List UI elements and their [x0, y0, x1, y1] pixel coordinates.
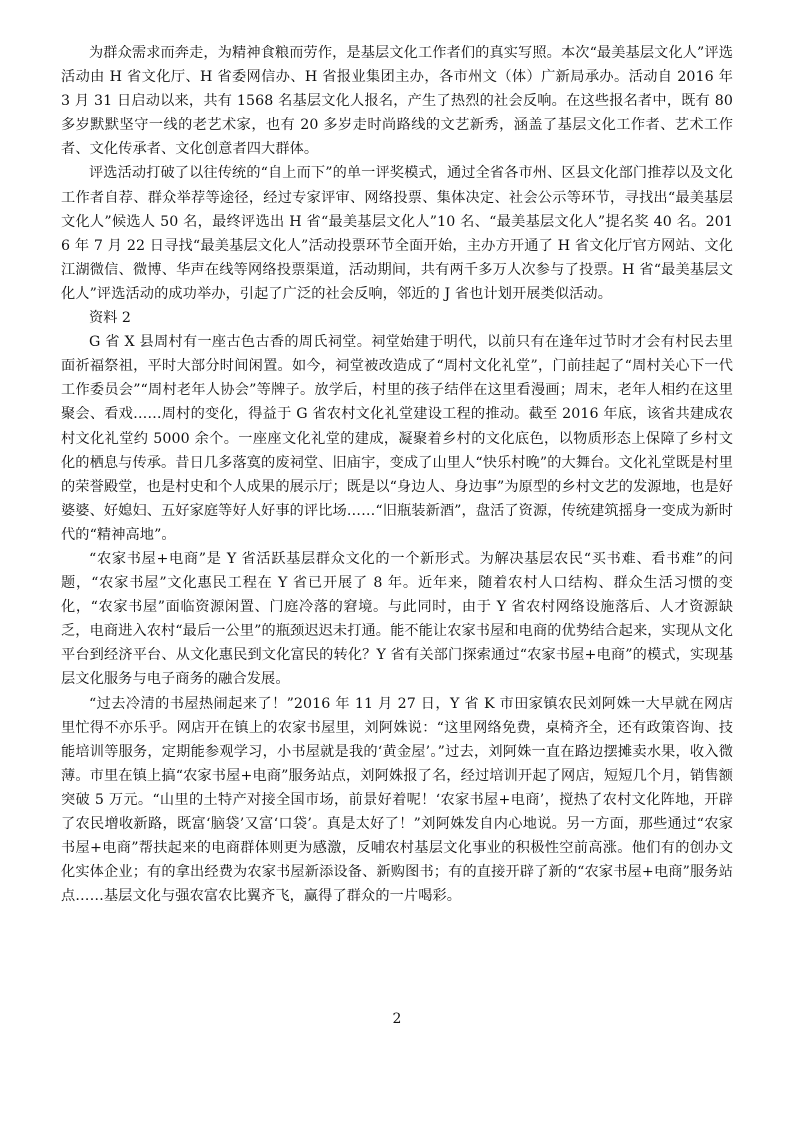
paragraph-5: “过去冷清的书屋热闹起来了！”2016 年 11 月 27 日，Y 省 K 市田家镇农民刘阿姝一大早就在网店里忙得不亦乐乎。网店开在镇上的农家书屋里，刘阿姝说：“这里网络免费，桌椅齐全，还有政策咨询、技能培训等服务，定期能参观学习，小书屋就是我的‘黄金屋’。”过去，刘阿姝一直在路边摆摊卖水果，收入微薄。市里在镇上搞“农家书屋+电商”服务站点，刘阿姝报了名，经过培训开起了网店，短短几个月，销售额突破 5 万元。“山里的土特产对接全国市场，前景好着呢！‘农家书屋+电商’，搅热了农村文化阵地，开辟了农民增收新路，既富‘脑袋’又富‘口袋’。真是太好了！”刘阿姝发自内心地说。另一方面，那些通过“农家书屋+电商”帮扶起来的电商群体则更为感激，反哺农村基层文化事业的积极性空前高涨。他们有的创办文化实体企业；有的拿出经费为农家书屋新添设备、新购图书；有的直接开辟了新的“农家书屋+电商”服务站点……基层文化与强农富农比翼齐飞，赢得了群众的一片喝彩。 — [61, 695, 733, 905]
page-number: 2 — [392, 1011, 402, 1027]
paragraph-1: 为群众需求而奔走，为精神食粮而劳作，是基层文化工作者们的真实写照。本次“最美基层文化人”评选活动由 H 省文化厅、H 省委网信办、H 省报业集团主办，各市州文（体）广新局承办。活动自 2016 年 3 月 31 日启动以来，共有 1568 名基层文化人报名，产生了热烈的社会反响。在这些报名者中，既有 80 多岁默默坚守一线的老艺术家，也有 20 多岁走时尚路线的文艺新秀，涵盖了基层文化工作者、艺术工作者、文化传承者、文化创意者四大群体。 — [61, 45, 733, 158]
paragraph-2: 评选活动打破了以往传统的“自上而下”的单一评奖模式，通过全省各市州、区县文化部门推荐以及文化工作者自荐、群众举荐等途径，经过专家评审、网络投票、集体决定、社会公示等环节，寻找出“最美基层文化人”候选人 50 名，最终评选出 H 省“最美基层文化人”10 名、“最美基层文化人”提名奖 40 名。2016 年 7 月 22 日寻找“最美基层文化人”活动投票环节全面开始，主办方开通了 H 省文化厅官方网站、文化江湖微信、微博、华声在线等网络投票渠道，活动期间，共有两千多万人次参与了投票。H 省“最美基层文化人”评选活动的成功举办，引起了广泛的社会反响，邻近的 J 省也计划开展类似活动。 — [61, 165, 733, 302]
paragraph-4: “农家书屋+电商”是 Y 省活跃基层群众文化的一个新形式。为解决基层农民“买书难、看书难”的问题，“农家书屋”文化惠民工程在 Y 省已开展了 8 年。近年来，随着农村人口结构、群众生活习惯的变化，“农家书屋”面临资源闲置、门庭冷落的窘境。与此同时，由于 Y 省农村网络设施落后、人才资源缺乏，电商进入农村“最后一公里”的瓶颈迟迟未打通。能不能让农家书屋和电商的优势结合起来，实现从文化平台到经济平台、从文化惠民到文化富民的转化？Y 省有关部门探索通过“农家书屋+电商”的模式，实现基层文化服务与电子商务的融合发展。 — [61, 550, 733, 688]
section-heading: 资料 2 — [89, 310, 131, 327]
paragraph-3: G 省 X 县周村有一座古色古香的周氏祠堂。祠堂始建于明代，以前只有在逢年过节时才会有村民去里面祈福祭祖，平时大部分时间闲置。如今，祠堂被改造成了“周村文化礼堂”，门前挂起了“周村关心下一代工作委员会”“周村老年人协会”等牌子。放学后，村里的孩子结伴在这里看漫画；周末，老年人相约在这里聚会、看戏……周村的变化，得益于 G 省农村文化礼堂建设工程的推动。截至 2016 年底，该省共建成农村文化礼堂约 5000 余个。一座座文化礼堂的建成，凝聚着乡村的文化底色，以物质形态上保障了乡村文化的栖息与传承。昔日几多落寞的废祠堂、旧庙宇，变成了山里人“快乐村晚”的大舞台。文化礼堂既是村里的荣誉殿堂，也是村史和个人成果的展示厅；既是以“身边人、身边事”为原型的乡村文艺的发源地，也是好婆婆、好媳妇、五好家庭等好人好事的评比场……“旧瓶装新酒”，盘活了资源，传统建筑摇身一变成为新时代的“精神高地”。 — [61, 334, 733, 543]
document-body — [61, 41, 733, 908]
